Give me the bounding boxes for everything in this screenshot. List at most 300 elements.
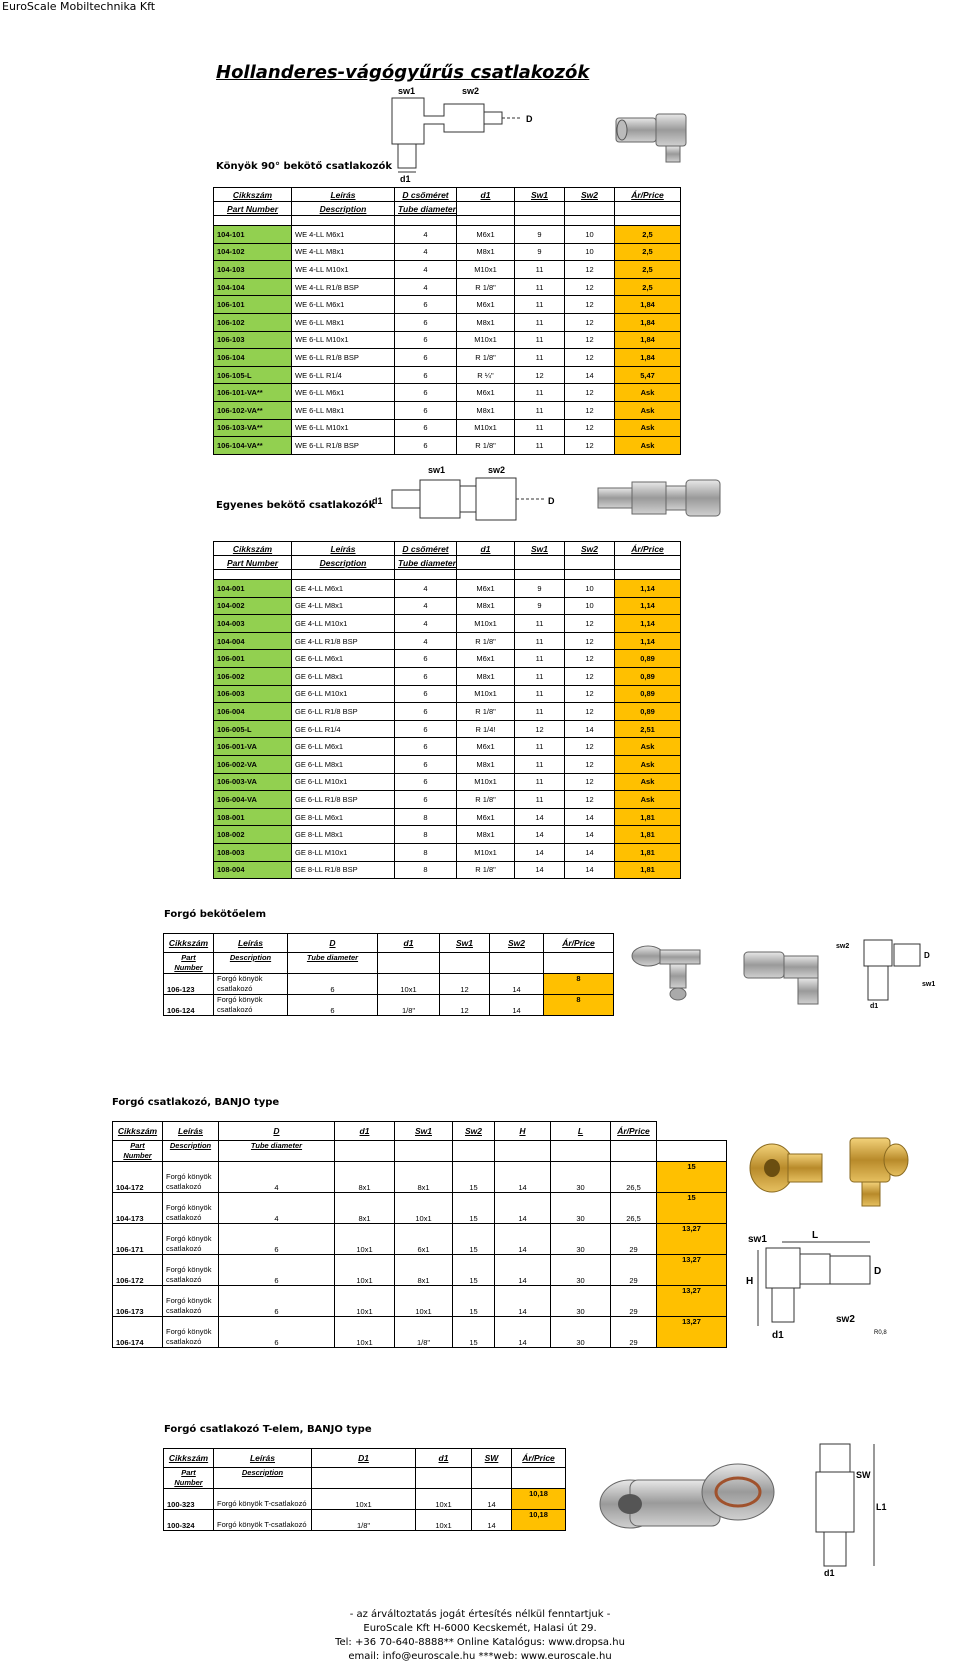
column-subheader bbox=[453, 1141, 495, 1162]
table-cell: 14 bbox=[565, 808, 615, 826]
table-cell: R 1/8" bbox=[457, 437, 515, 455]
table-cell: Forgó könyök csatlakozó bbox=[163, 1162, 219, 1193]
table-cell: 6 bbox=[395, 296, 457, 314]
column-subheader bbox=[457, 202, 515, 216]
table-cell: 10 bbox=[565, 243, 615, 261]
spacer-cell bbox=[395, 216, 457, 226]
part-number: 100-323 bbox=[164, 1489, 214, 1510]
table-cell: 11 bbox=[515, 419, 565, 437]
table-row bbox=[113, 1255, 727, 1286]
price-cell: 1,14 bbox=[615, 580, 681, 598]
column-header: H bbox=[495, 1122, 551, 1141]
table-cell: 14 bbox=[490, 974, 544, 995]
part-number: 106-103 bbox=[214, 331, 292, 349]
banjo-table bbox=[112, 1121, 727, 1348]
part-number: 108-004 bbox=[214, 861, 292, 879]
column-subheader: Description bbox=[214, 953, 288, 974]
spacer-cell bbox=[395, 570, 457, 580]
column-subheader bbox=[335, 1141, 395, 1162]
price-cell: Ask bbox=[615, 419, 681, 437]
table-cell: R 1/4! bbox=[457, 720, 515, 738]
price-cell: Ask bbox=[615, 384, 681, 402]
column-header: d1 bbox=[416, 1449, 472, 1468]
page-title: Hollanderes-vágógyűrűs csatlakozók bbox=[216, 62, 590, 83]
tee-table bbox=[163, 1448, 566, 1531]
table-row bbox=[214, 349, 681, 367]
table-cell: 30 bbox=[551, 1224, 611, 1255]
table-cell: 6 bbox=[219, 1255, 335, 1286]
d-label: D bbox=[548, 496, 555, 506]
table-cell: WE 6-LL M8x1 bbox=[292, 313, 395, 331]
table-cell: 12 bbox=[440, 974, 490, 995]
table-cell: M10x1 bbox=[457, 261, 515, 279]
table-row bbox=[214, 843, 681, 861]
table-cell: 14 bbox=[515, 826, 565, 844]
table-cell: 6 bbox=[395, 437, 457, 455]
table-cell: 14 bbox=[472, 1510, 512, 1531]
table-row bbox=[214, 685, 681, 703]
table-cell: 14 bbox=[565, 861, 615, 879]
table-cell: M8x1 bbox=[457, 401, 515, 419]
table-row bbox=[214, 650, 681, 668]
table-cell: WE 4-LL M6x1 bbox=[292, 226, 395, 244]
column-subheader: Part Number bbox=[164, 1468, 214, 1489]
table-cell: M10x1 bbox=[457, 685, 515, 703]
table-cell: 14 bbox=[495, 1162, 551, 1193]
part-number: 106-103-VA** bbox=[214, 419, 292, 437]
table-cell: GE 8-LL M6x1 bbox=[292, 808, 395, 826]
table-cell: 6 bbox=[395, 703, 457, 721]
table-cell: 15 bbox=[453, 1286, 495, 1317]
column-subheader bbox=[472, 1468, 512, 1489]
table-cell: 30 bbox=[551, 1317, 611, 1348]
column-header: Sw1 bbox=[440, 934, 490, 953]
banjo-section-title: Forgó csatlakozó, BANJO type bbox=[112, 1097, 280, 1108]
table-cell: M8x1 bbox=[457, 243, 515, 261]
table-cell: Forgó könyök T-csatlakozó bbox=[214, 1510, 312, 1531]
spacer-cell bbox=[457, 570, 515, 580]
table-cell: 9 bbox=[515, 243, 565, 261]
table-cell: 14 bbox=[565, 826, 615, 844]
table-cell: 10x1 bbox=[378, 974, 440, 995]
footer-line: email: info@euroscale.hu ***web: www.euroscale.hu bbox=[348, 1651, 612, 1662]
column-subheader: Tube diameter bbox=[288, 953, 378, 974]
spacer-cell bbox=[565, 216, 615, 226]
table-cell: 14 bbox=[515, 808, 565, 826]
table-cell: 29 bbox=[611, 1255, 657, 1286]
table-cell: 6 bbox=[395, 419, 457, 437]
table-cell: 8x1 bbox=[395, 1162, 453, 1193]
column-subheader bbox=[440, 953, 490, 974]
table-cell: 10x1 bbox=[416, 1489, 472, 1510]
table-cell: 15 bbox=[453, 1255, 495, 1286]
table-cell: 8 bbox=[395, 826, 457, 844]
table-cell: 9 bbox=[515, 580, 565, 598]
table-cell: 4 bbox=[395, 243, 457, 261]
straight-technical-drawing-icon bbox=[370, 464, 570, 526]
d-label: D bbox=[874, 1266, 882, 1277]
table-cell: 12 bbox=[565, 349, 615, 367]
price-cell: 2,5 bbox=[615, 226, 681, 244]
column-subheader bbox=[495, 1141, 551, 1162]
column-header: Sw2 bbox=[490, 934, 544, 953]
column-subheader: Part Number bbox=[214, 202, 292, 216]
table-cell: 4 bbox=[395, 226, 457, 244]
table-cell: WE 6-LL M6x1 bbox=[292, 384, 395, 402]
table-cell: R 1/8" bbox=[457, 861, 515, 879]
price-cell: 13,27 bbox=[657, 1255, 727, 1286]
elbow-table bbox=[213, 187, 681, 455]
d1-label: d1 bbox=[400, 174, 411, 184]
price-cell: Ask bbox=[615, 401, 681, 419]
table-cell: 14 bbox=[565, 366, 615, 384]
part-number: 108-002 bbox=[214, 826, 292, 844]
part-number: 106-002 bbox=[214, 667, 292, 685]
table-cell: 11 bbox=[515, 667, 565, 685]
table-cell: M8x1 bbox=[457, 667, 515, 685]
part-number: 106-004 bbox=[214, 703, 292, 721]
table-cell: WE 6-LL M8x1 bbox=[292, 401, 395, 419]
column-header: d1 bbox=[457, 188, 515, 202]
table-cell: 14 bbox=[495, 1286, 551, 1317]
table-cell: GE 6-LL M6x1 bbox=[292, 738, 395, 756]
price-cell: Ask bbox=[615, 755, 681, 773]
table-cell: M6x1 bbox=[457, 580, 515, 598]
table-cell: 26,5 bbox=[611, 1193, 657, 1224]
column-header: Cikkszám bbox=[164, 1449, 214, 1468]
column-header: Ár/Price bbox=[512, 1449, 566, 1468]
column-header: D bbox=[288, 934, 378, 953]
column-header: d1 bbox=[335, 1122, 395, 1141]
table-cell: M6x1 bbox=[457, 296, 515, 314]
table-cell: Forgó könyök csatlakozó bbox=[163, 1224, 219, 1255]
sw1-label: sw1 bbox=[398, 86, 416, 96]
table-cell: 10x1 bbox=[395, 1286, 453, 1317]
table-cell: M8x1 bbox=[457, 755, 515, 773]
part-number: 106-003 bbox=[214, 685, 292, 703]
table-row bbox=[214, 808, 681, 826]
table-row bbox=[214, 597, 681, 615]
price-cell: 13,27 bbox=[657, 1286, 727, 1317]
table-row bbox=[214, 703, 681, 721]
table-cell: GE 6-LL M10x1 bbox=[292, 685, 395, 703]
sw1-label: sw1 bbox=[428, 465, 446, 475]
table-cell: M8x1 bbox=[457, 597, 515, 615]
table-cell: WE 6-LL R1/8 BSP bbox=[292, 437, 395, 455]
table-cell: M10x1 bbox=[457, 773, 515, 791]
table-cell: 8x1 bbox=[335, 1193, 395, 1224]
elbow-fitting-photo-icon bbox=[612, 104, 704, 166]
swivel-fitting-photo-2-icon bbox=[740, 936, 840, 1010]
table-cell: 1/8" bbox=[378, 995, 440, 1016]
column-subheader: Part Number bbox=[113, 1141, 163, 1162]
price-cell: 8 bbox=[544, 974, 614, 995]
part-number: 106-004-VA bbox=[214, 791, 292, 809]
table-cell: WE 4-LL M8x1 bbox=[292, 243, 395, 261]
column-subheader bbox=[378, 953, 440, 974]
spacer-cell bbox=[515, 216, 565, 226]
table-row bbox=[214, 278, 681, 296]
price-cell: Ask bbox=[615, 791, 681, 809]
table-cell: 11 bbox=[515, 685, 565, 703]
table-cell: 9 bbox=[515, 597, 565, 615]
column-subheader: Description bbox=[214, 1468, 312, 1489]
column-subheader bbox=[515, 202, 565, 216]
table-cell: 12 bbox=[565, 738, 615, 756]
column-header: D csőméret bbox=[395, 188, 457, 202]
table-cell: 12 bbox=[565, 278, 615, 296]
table-cell: 6 bbox=[395, 773, 457, 791]
part-number: 106-001-VA bbox=[214, 738, 292, 756]
table-cell: M10x1 bbox=[457, 615, 515, 633]
table-cell: 4 bbox=[219, 1162, 335, 1193]
spacer-cell bbox=[214, 570, 292, 580]
table-cell: 11 bbox=[515, 791, 565, 809]
tee-section-title: Forgó csatlakozó T-elem, BANJO type bbox=[164, 1424, 372, 1435]
table-cell: 10 bbox=[565, 597, 615, 615]
elbow-section-title: Könyök 90° bekötő csatlakozók bbox=[216, 161, 392, 172]
table-cell: 4 bbox=[395, 597, 457, 615]
table-cell: 9 bbox=[515, 226, 565, 244]
table-cell: 4 bbox=[395, 632, 457, 650]
table-cell: 12 bbox=[565, 261, 615, 279]
part-number: 106-172 bbox=[113, 1255, 163, 1286]
table-cell: 6 bbox=[395, 755, 457, 773]
table-cell: 12 bbox=[565, 632, 615, 650]
column-subheader: Part Number bbox=[214, 556, 292, 570]
column-subheader: Tube diameter bbox=[395, 556, 457, 570]
part-number: 106-104-VA** bbox=[214, 437, 292, 455]
straight-table bbox=[213, 541, 681, 879]
table-row bbox=[214, 632, 681, 650]
part-number: 104-004 bbox=[214, 632, 292, 650]
part-number: 104-102 bbox=[214, 243, 292, 261]
table-cell: 12 bbox=[565, 615, 615, 633]
part-number: 104-173 bbox=[113, 1193, 163, 1224]
table-cell: M10x1 bbox=[457, 843, 515, 861]
table-cell: 29 bbox=[611, 1224, 657, 1255]
column-subheader bbox=[551, 1141, 611, 1162]
spacer-cell bbox=[457, 216, 515, 226]
table-row bbox=[214, 261, 681, 279]
sw2-label: sw2 bbox=[836, 943, 850, 950]
column-header: Sw1 bbox=[515, 542, 565, 556]
table-cell: R ¼" bbox=[457, 366, 515, 384]
price-cell: Ask bbox=[615, 773, 681, 791]
price-cell: 2,5 bbox=[615, 261, 681, 279]
column-subheader: Description bbox=[292, 556, 395, 570]
table-cell: 29 bbox=[611, 1286, 657, 1317]
table-cell: 10x1 bbox=[395, 1193, 453, 1224]
table-cell: Forgó könyök T-csatlakozó bbox=[214, 1489, 312, 1510]
table-cell: 12 bbox=[565, 791, 615, 809]
part-number: 106-174 bbox=[113, 1317, 163, 1348]
column-header: d1 bbox=[457, 542, 515, 556]
column-header: d1 bbox=[378, 934, 440, 953]
table-row bbox=[214, 615, 681, 633]
column-header: Leírás bbox=[214, 1449, 312, 1468]
spacer-cell bbox=[615, 570, 681, 580]
table-cell: 11 bbox=[515, 384, 565, 402]
part-number: 106-101 bbox=[214, 296, 292, 314]
table-cell: WE 4-LL R1/8 BSP bbox=[292, 278, 395, 296]
table-cell: R 1/8" bbox=[457, 703, 515, 721]
table-cell: 12 bbox=[565, 331, 615, 349]
price-cell: 13,27 bbox=[657, 1317, 727, 1348]
table-cell: 10x1 bbox=[335, 1286, 395, 1317]
table-cell: M6x1 bbox=[457, 384, 515, 402]
column-header: Cikkszám bbox=[164, 934, 214, 953]
part-number: 106-173 bbox=[113, 1286, 163, 1317]
table-cell: R 1/8" bbox=[457, 349, 515, 367]
table-cell: 8x1 bbox=[395, 1255, 453, 1286]
table-cell: GE 6-LL R1/8 BSP bbox=[292, 791, 395, 809]
table-cell: GE 6-LL M8x1 bbox=[292, 667, 395, 685]
table-row bbox=[214, 384, 681, 402]
table-cell: 11 bbox=[515, 755, 565, 773]
spacer-cell bbox=[515, 570, 565, 580]
banjo-fitting-photo-icon bbox=[738, 1124, 918, 1212]
part-number: 106-102 bbox=[214, 313, 292, 331]
table-cell: 11 bbox=[515, 437, 565, 455]
price-cell: 0,89 bbox=[615, 650, 681, 668]
price-cell: 1,84 bbox=[615, 296, 681, 314]
table-cell: 4 bbox=[395, 278, 457, 296]
part-number: 106-102-VA** bbox=[214, 401, 292, 419]
table-cell: 6 bbox=[395, 313, 457, 331]
table-row bbox=[214, 419, 681, 437]
h-label: H bbox=[746, 1276, 754, 1287]
table-cell: 6 bbox=[395, 366, 457, 384]
table-cell: Forgó könyök csatlakozó bbox=[163, 1193, 219, 1224]
part-number: 104-002 bbox=[214, 597, 292, 615]
column-subheader bbox=[490, 953, 544, 974]
column-header: Sw2 bbox=[565, 542, 615, 556]
price-cell: 1,81 bbox=[615, 826, 681, 844]
table-cell: 11 bbox=[515, 278, 565, 296]
column-header: Leírás bbox=[292, 542, 395, 556]
price-cell: 0,89 bbox=[615, 667, 681, 685]
table-cell: 10 bbox=[565, 580, 615, 598]
company-name: EuroScale Mobiltechnika Kft bbox=[2, 0, 156, 13]
table-cell: 11 bbox=[515, 296, 565, 314]
price-cell: 1,14 bbox=[615, 632, 681, 650]
price-cell: 8 bbox=[544, 995, 614, 1016]
price-cell: 1,81 bbox=[615, 861, 681, 879]
table-cell: R 1/8" bbox=[457, 632, 515, 650]
table-cell: Forgó könyök csatlakozó bbox=[163, 1286, 219, 1317]
table-cell: 10x1 bbox=[335, 1224, 395, 1255]
column-header: Ár/Price bbox=[611, 1122, 657, 1141]
table-cell: 8 bbox=[395, 808, 457, 826]
price-cell: 1,84 bbox=[615, 349, 681, 367]
table-cell: 10x1 bbox=[335, 1317, 395, 1348]
footer-line: - az árváltoztatás jogát értesítés nélkül fenntartjuk - bbox=[349, 1609, 611, 1620]
table-cell: Forgó könyök csatlakozó bbox=[163, 1255, 219, 1286]
table-cell: GE 8-LL M10x1 bbox=[292, 843, 395, 861]
column-header: Ár/Price bbox=[615, 188, 681, 202]
table-row bbox=[214, 366, 681, 384]
column-header: Ár/Price bbox=[544, 934, 614, 953]
part-number: 106-171 bbox=[113, 1224, 163, 1255]
table-cell: GE 4-LL M8x1 bbox=[292, 597, 395, 615]
spacer-cell bbox=[292, 570, 395, 580]
table-cell: M6x1 bbox=[457, 650, 515, 668]
column-header: Cikkszám bbox=[214, 188, 292, 202]
column-subheader bbox=[416, 1468, 472, 1489]
table-cell: 6 bbox=[395, 685, 457, 703]
column-subheader bbox=[615, 202, 681, 216]
table-row bbox=[214, 313, 681, 331]
price-cell: 10,18 bbox=[512, 1510, 566, 1531]
table-cell: 30 bbox=[551, 1286, 611, 1317]
table-cell: 10x1 bbox=[312, 1489, 416, 1510]
sw2-label: sw2 bbox=[462, 86, 480, 96]
table-cell: 11 bbox=[515, 331, 565, 349]
part-number: 106-005-L bbox=[214, 720, 292, 738]
column-subheader bbox=[611, 1141, 657, 1162]
table-cell: GE 4-LL R1/8 BSP bbox=[292, 632, 395, 650]
spacer-cell bbox=[565, 570, 615, 580]
table-cell: Forgó könyök csatlakozó bbox=[214, 995, 288, 1016]
d1-label: d1 bbox=[772, 1330, 784, 1340]
part-number: 106-104 bbox=[214, 349, 292, 367]
part-number: 104-101 bbox=[214, 226, 292, 244]
column-header: Leírás bbox=[163, 1122, 219, 1141]
table-cell: 11 bbox=[515, 313, 565, 331]
table-cell: 15 bbox=[453, 1162, 495, 1193]
column-header: Sw1 bbox=[515, 188, 565, 202]
table-cell: GE 8-LL R1/8 BSP bbox=[292, 861, 395, 879]
column-subheader bbox=[457, 556, 515, 570]
tee-technical-drawing-icon bbox=[806, 1438, 894, 1578]
swivel-table bbox=[163, 933, 614, 1016]
table-cell: 6 bbox=[395, 791, 457, 809]
table-cell: WE 6-LL M10x1 bbox=[292, 419, 395, 437]
table-cell: 14 bbox=[495, 1193, 551, 1224]
table-cell: 12 bbox=[565, 650, 615, 668]
column-header: L bbox=[551, 1122, 611, 1141]
table-cell: 11 bbox=[515, 650, 565, 668]
table-cell: 8x1 bbox=[335, 1162, 395, 1193]
price-cell: 0,89 bbox=[615, 703, 681, 721]
table-cell: 1/8" bbox=[312, 1510, 416, 1531]
part-number: 106-001 bbox=[214, 650, 292, 668]
column-subheader: Description bbox=[292, 202, 395, 216]
column-header: Leírás bbox=[214, 934, 288, 953]
table-cell: 6 bbox=[288, 974, 378, 995]
table-cell: 12 bbox=[565, 703, 615, 721]
d-label: D bbox=[526, 114, 533, 124]
l-label: L bbox=[812, 1230, 819, 1241]
column-subheader bbox=[657, 1141, 727, 1162]
table-cell: 6 bbox=[395, 738, 457, 756]
table-row bbox=[214, 331, 681, 349]
sw1-label: sw1 bbox=[748, 1234, 767, 1245]
table-cell: 12 bbox=[565, 667, 615, 685]
table-cell: M6x1 bbox=[457, 226, 515, 244]
part-number: 108-003 bbox=[214, 843, 292, 861]
part-number: 104-104 bbox=[214, 278, 292, 296]
part-number: 104-001 bbox=[214, 580, 292, 598]
column-subheader: Tube diameter bbox=[395, 202, 457, 216]
table-cell: 12 bbox=[515, 366, 565, 384]
table-cell: 11 bbox=[515, 261, 565, 279]
table-row bbox=[214, 437, 681, 455]
table-row bbox=[214, 667, 681, 685]
table-cell: Forgó könyök csatlakozó bbox=[214, 974, 288, 995]
swivel-section-title: Forgó bekötőelem bbox=[164, 909, 266, 920]
